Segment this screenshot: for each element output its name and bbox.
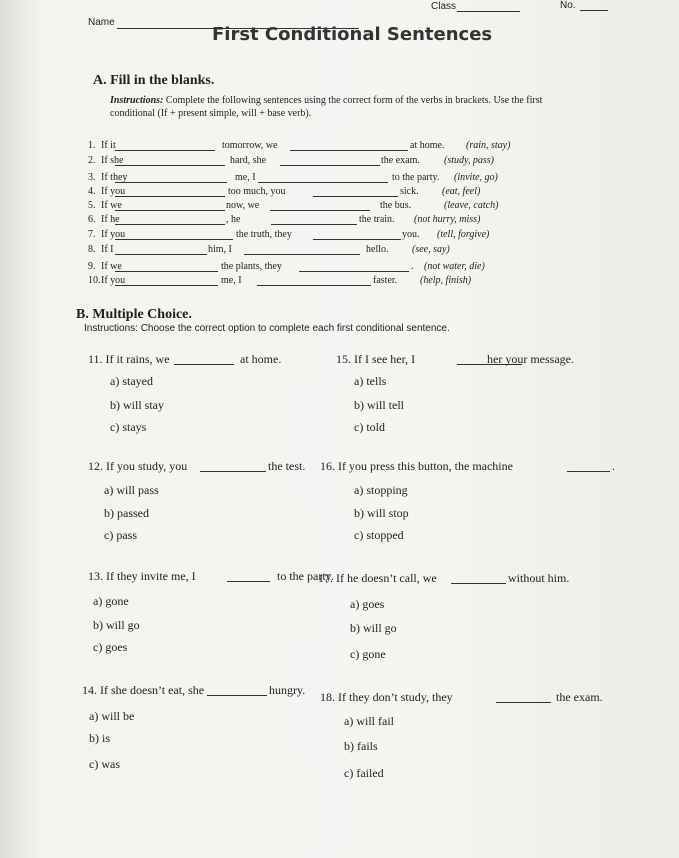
class-label: Class [431, 1, 457, 12]
option-b[interactable]: b) fails [344, 739, 378, 753]
instructions-text-line2: conditional (If + present simple, will + base verb). [110, 108, 312, 119]
item-text-middle: me, I [221, 275, 242, 286]
item-text-start: If he [101, 214, 120, 225]
option-c[interactable]: c) goes [93, 640, 128, 654]
verb-hint: (eat, feel) [442, 186, 481, 197]
item-number: 4. [88, 186, 96, 197]
item-text-start: If you [101, 275, 126, 286]
question-text-end: hungry. [269, 683, 306, 697]
option-c[interactable]: c) failed [344, 766, 384, 780]
item-text-middle: the plants, they [221, 261, 282, 272]
question-text: 11. If it rains, we [88, 352, 170, 366]
option-a[interactable]: a) stopping [354, 483, 408, 497]
option-a[interactable]: a) gone [93, 594, 129, 608]
answer-blank[interactable] [115, 285, 218, 286]
question-text-end: the test. [268, 459, 306, 473]
answer-blank[interactable] [115, 224, 225, 225]
question-text: 13. If they invite me, I [88, 569, 196, 583]
item-text-end: the exam. [381, 155, 420, 166]
answer-blank[interactable] [270, 210, 370, 211]
item-text-start: If we [101, 261, 122, 272]
answer-blank[interactable] [257, 285, 371, 286]
option-c[interactable]: c) gone [350, 647, 386, 661]
question-text: 18. If they don’t study, they [320, 690, 453, 704]
option-b[interactable]: b) will stop [354, 506, 409, 520]
verb-hint: (study, pass) [444, 155, 494, 166]
option-c[interactable]: c) stopped [354, 528, 404, 542]
answer-blank[interactable] [244, 254, 360, 255]
item-text-middle: too much, you [228, 186, 286, 197]
item-number: 1. [88, 140, 96, 151]
item-text-end: the bus. [380, 200, 412, 211]
answer-blank[interactable] [115, 210, 225, 211]
answer-blank[interactable] [115, 254, 207, 255]
item-number: 6. [88, 214, 96, 225]
answer-blank[interactable] [115, 239, 233, 240]
verb-hint: (leave, catch) [444, 200, 499, 211]
answer-blank[interactable] [115, 165, 225, 166]
item-text-start: If they [101, 172, 128, 183]
question-text-end: at home. [240, 352, 282, 366]
item-text-end: sick. [400, 186, 419, 197]
item-text-middle: hard, she [230, 155, 267, 166]
item-number: 10. [88, 275, 101, 286]
verb-hint: (not hurry, miss) [414, 214, 481, 225]
item-number: 5. [88, 200, 96, 211]
item-text-start: If it [101, 140, 116, 151]
item-text-end: at home. [410, 140, 445, 151]
verb-hint: (invite, go) [454, 172, 498, 183]
question-text-end: . [612, 459, 615, 473]
item-text-end: . [411, 261, 414, 272]
answer-blank[interactable] [115, 271, 218, 272]
verb-hint: (not water, die) [424, 261, 485, 272]
question-text: 14. If she doesn’t eat, she [82, 683, 205, 697]
answer-blank[interactable] [313, 239, 401, 240]
item-number: 7. [88, 229, 96, 240]
no-blank[interactable] [580, 10, 608, 11]
answer-blank[interactable] [115, 196, 225, 197]
verb-hint: (tell, forgive) [437, 229, 490, 240]
verb-hint: (rain, stay) [466, 140, 511, 151]
instructions-label: Instructions: [110, 95, 164, 106]
answer-blank[interactable] [207, 695, 267, 696]
item-text-middle: the truth, they [236, 229, 292, 240]
name-label: Name [88, 17, 115, 28]
item-number: 9. [88, 261, 96, 272]
option-b[interactable]: b) is [89, 731, 110, 745]
answer-blank[interactable] [258, 182, 388, 183]
item-text-start: If you [101, 186, 126, 197]
answer-blank[interactable] [290, 150, 408, 151]
question-text-end: without him. [508, 571, 570, 585]
no-label: No. [560, 0, 576, 11]
question-text-end: her your message. [487, 352, 574, 366]
item-text-end: the train. [359, 214, 395, 225]
class-blank[interactable] [457, 11, 520, 12]
item-text-end: you. [402, 229, 420, 240]
question-text: 12. If you study, you [88, 459, 188, 473]
verb-hint: (help, finish) [420, 275, 472, 286]
answer-blank[interactable] [174, 364, 234, 365]
option-a[interactable]: a) goes [350, 597, 385, 611]
answer-blank[interactable] [451, 583, 506, 584]
item-text-start: If we [101, 200, 122, 211]
option-b[interactable]: b) will go [93, 618, 140, 632]
option-b[interactable]: b) will stay [110, 398, 164, 412]
section-b-instructions: Instructions: Choose the correct option to complete each first conditional sentence. [84, 323, 450, 334]
instructions-text: Complete the following sentences using the correct form of the verbs in brackets. Use the first [163, 95, 543, 106]
question-text: 16. If you press this button, the machine [320, 459, 513, 473]
item-text-middle: , he [226, 214, 241, 225]
item-text-end: hello. [366, 244, 389, 255]
item-text-end: to the party. [392, 172, 440, 183]
item-text-middle: him, I [208, 244, 232, 255]
option-a[interactable]: a) tells [354, 374, 387, 388]
answer-blank[interactable] [567, 471, 610, 472]
option-c[interactable]: c) told [354, 420, 385, 434]
question-text-end: the exam. [556, 690, 603, 704]
option-b[interactable]: b) passed [104, 506, 149, 520]
question-text: 15. If I see her, I [336, 352, 416, 366]
option-a[interactable]: a) will fail [344, 714, 394, 728]
item-text-middle: tomorrow, we [222, 140, 278, 151]
section-a-instructions [110, 95, 542, 106]
answer-blank[interactable] [299, 271, 409, 272]
option-c[interactable]: c) stays [110, 420, 147, 434]
page-title: First Conditional Sentences [212, 24, 493, 45]
item-text-middle: me, I [235, 172, 256, 183]
item-number: 2. [88, 155, 96, 166]
answer-blank[interactable] [115, 182, 227, 183]
question-text: 17. If he doesn’t call, we [318, 571, 437, 585]
answer-blank[interactable] [115, 150, 215, 151]
answer-blank[interactable] [200, 471, 266, 472]
answer-blank[interactable] [280, 165, 380, 166]
option-c[interactable]: c) was [89, 757, 120, 771]
answer-blank[interactable] [227, 581, 270, 582]
option-b[interactable]: b) will go [350, 621, 397, 635]
option-c[interactable]: c) pass [104, 528, 137, 542]
option-a[interactable]: a) stayed [110, 374, 153, 388]
item-text-start: If she [101, 155, 124, 166]
answer-blank[interactable] [271, 224, 357, 225]
item-number: 3. [88, 172, 96, 183]
question-text-end: to the party. [277, 569, 334, 583]
option-b[interactable]: b) will tell [354, 398, 404, 412]
answer-blank[interactable] [313, 196, 398, 197]
verb-hint: (see, say) [412, 244, 450, 255]
option-a[interactable]: a) will pass [104, 483, 159, 497]
answer-blank[interactable] [496, 702, 551, 703]
section-b-heading: B. Multiple Choice. [76, 307, 192, 322]
section-a-heading: A. Fill in the blanks. [93, 73, 215, 88]
item-text-start: If you [101, 229, 126, 240]
option-a[interactable]: a) will be [89, 709, 135, 723]
item-text-end: faster. [373, 275, 398, 286]
item-number: 8. [88, 244, 96, 255]
item-text-start: If I [101, 244, 114, 255]
item-text-middle: now, we [226, 200, 260, 211]
